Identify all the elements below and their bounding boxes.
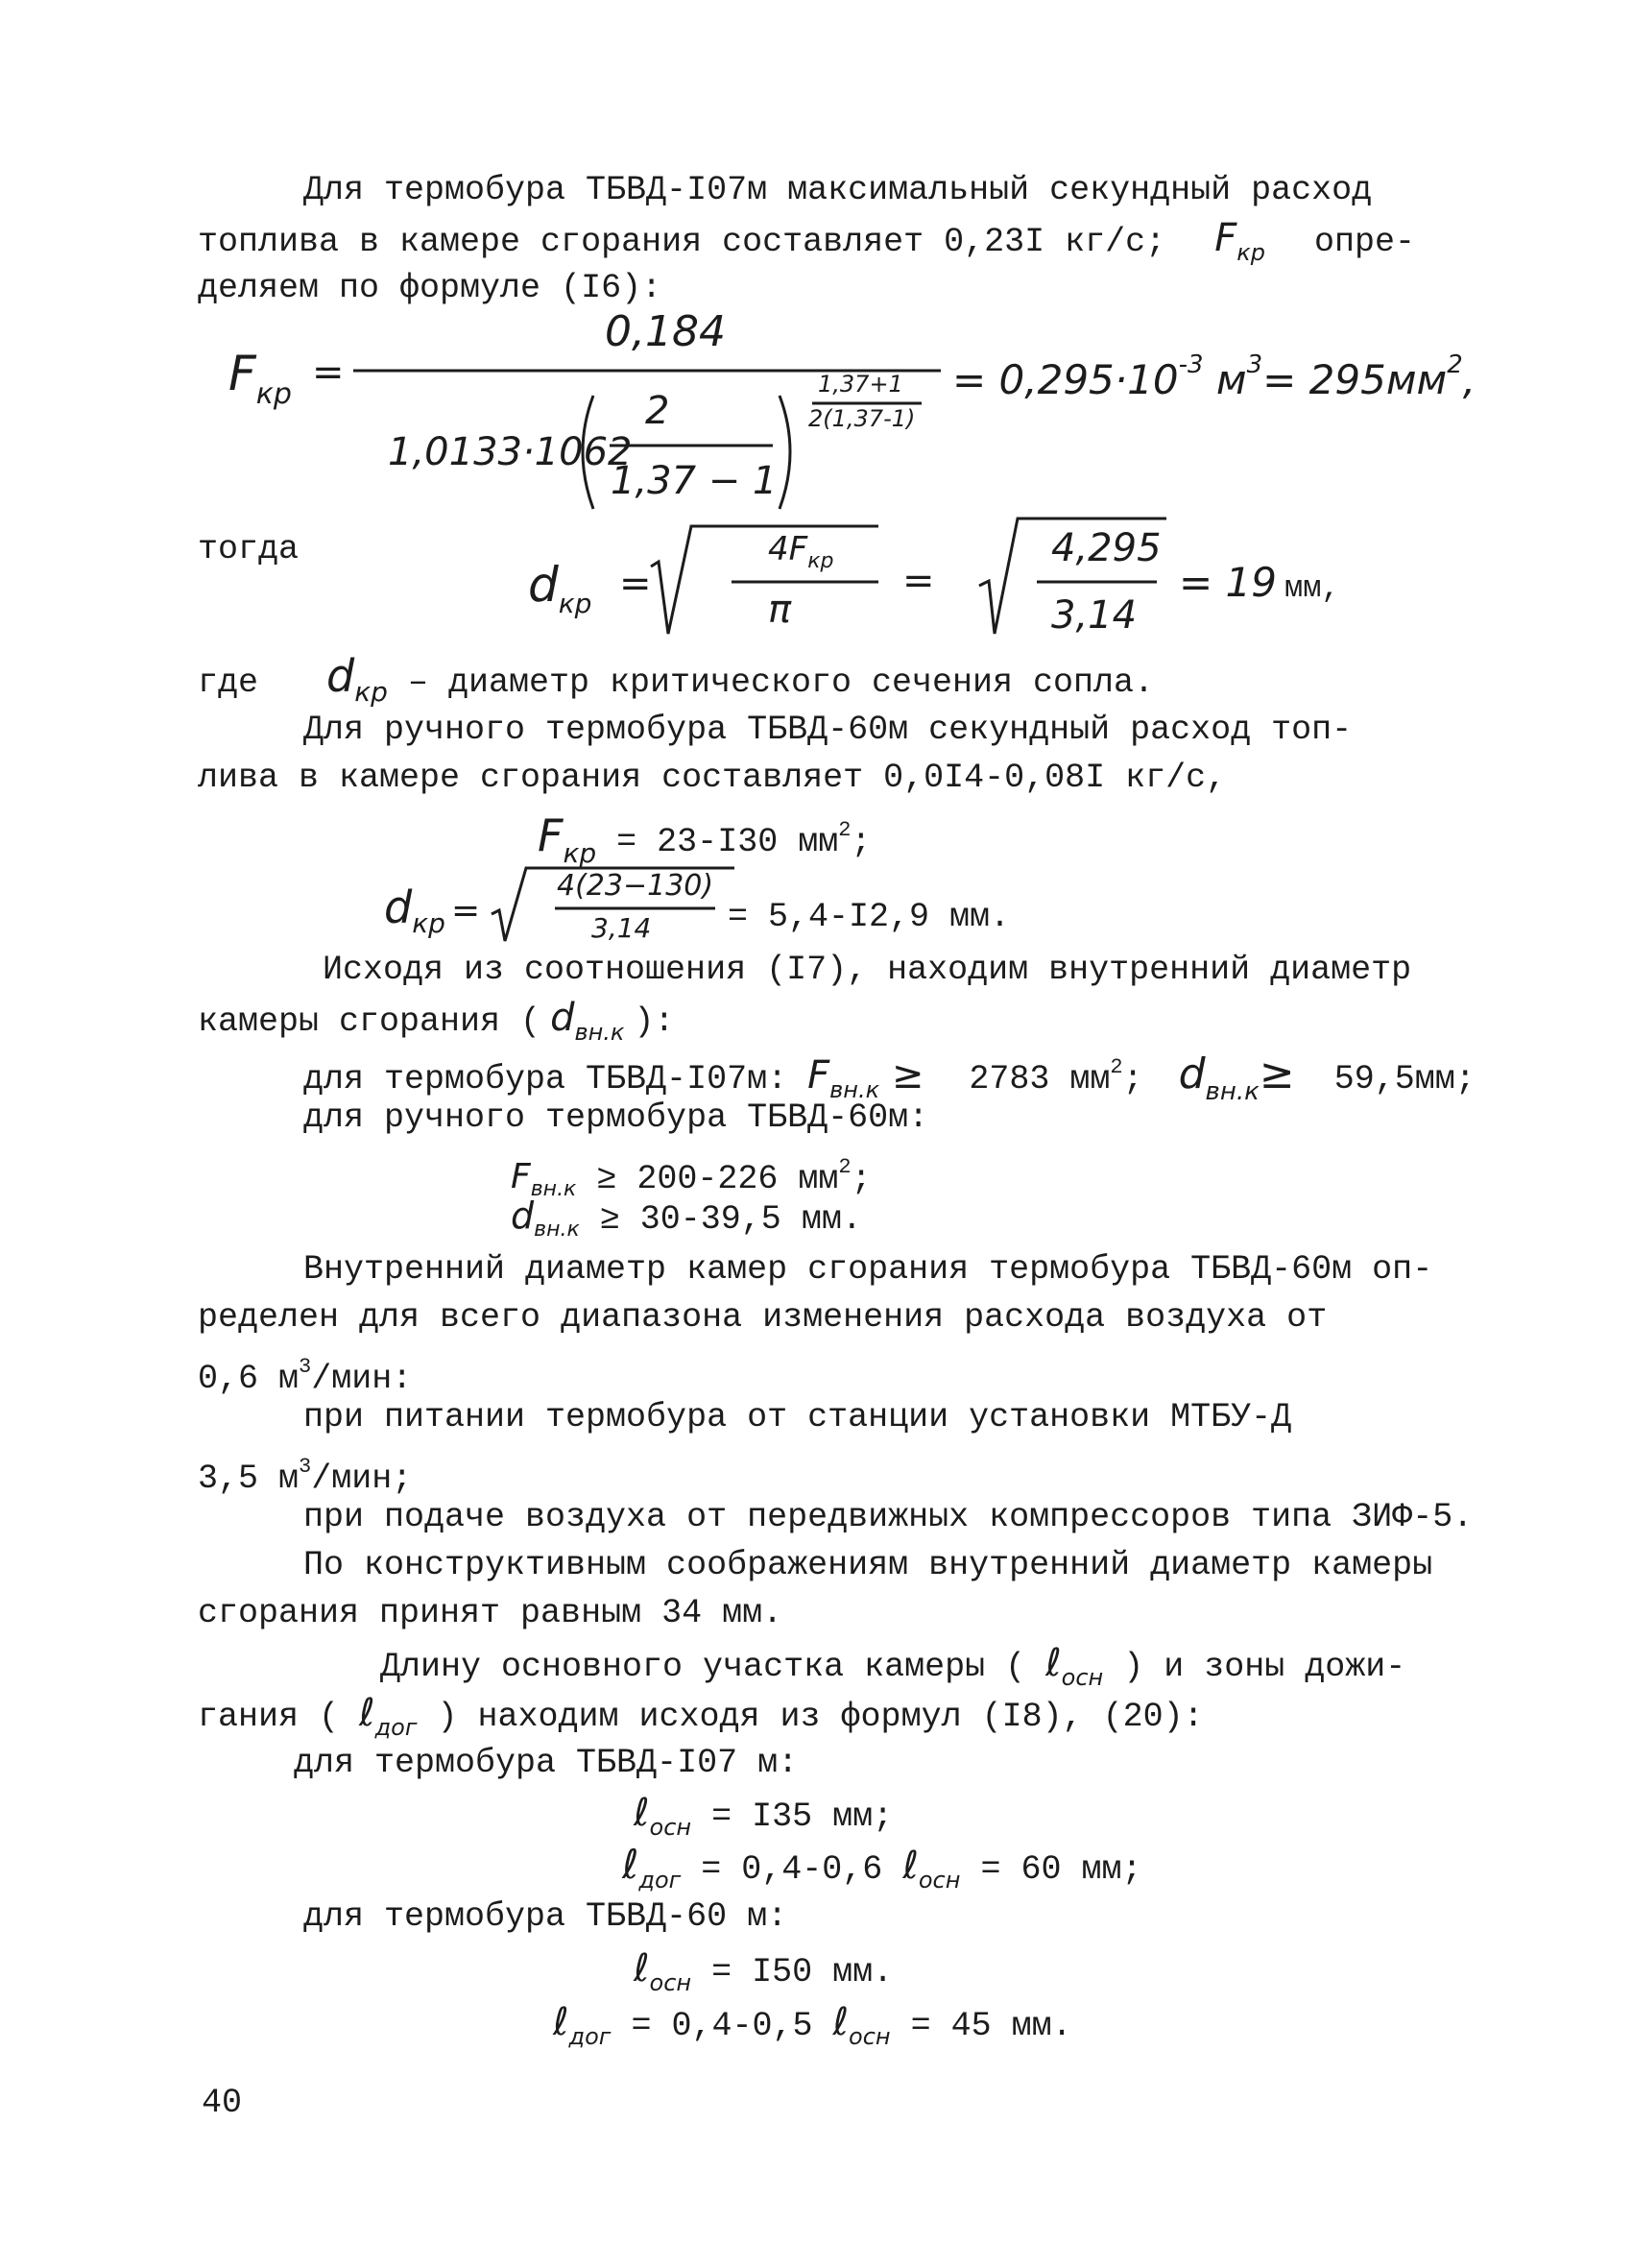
para4-line3: 0,6 $м^3$/мин:	[198, 1355, 413, 1398]
para4-line5: 3,5 $м^3$/мин;	[198, 1455, 413, 1498]
page-number: 40	[202, 2084, 243, 2122]
para5-eq4: ℓ$_{дог}$ = 0,4-0,5 ℓ$_{осн}$ = 45 мм.	[553, 2000, 1072, 2050]
eq1-exponent-denominator: 2(1,37-1)	[808, 405, 916, 432]
eq2-equals: =	[619, 562, 652, 606]
eq1-inner-denominator: 1,37 − 1	[611, 459, 778, 503]
eq1-denominator-coef: 1,0133·1062	[388, 430, 633, 474]
eq2-den2: 3,14	[1051, 593, 1138, 638]
symbol-d-kr: $d_{кр}$	[326, 650, 388, 708]
para2-line1: Для ручного термобура ТБВД-60м секундный расход топ-	[303, 711, 1353, 749]
para3-line3: для термобура ТБВД-I07м: $F_{вн.к} \ge 2783$ $мм^2$; $d_{вн.к}\ge 59,5мм$;	[303, 1050, 1476, 1106]
eq1-lhs: $F_{кр}$	[228, 346, 292, 411]
para3-line4: для ручного термобура ТБВД-60м:	[303, 1098, 929, 1137]
para4-line7: По конструктивным соображениям внутренний диаметр камеры	[303, 1546, 1433, 1584]
para1-line3: деляем по формуле (I6):	[198, 269, 662, 307]
para4-line6: при подаче воздуха от передвижных компрессоров типа ЗИФ-5.	[303, 1498, 1474, 1536]
para4-line4: при питании термобура от станции установки МТБУ-Д	[303, 1398, 1292, 1436]
para5-eq3: ℓ$_{осн}$ = I50 мм.	[634, 1946, 894, 1996]
eq3-radical	[0, 0, 1632, 960]
para5-line4: для термобура ТБВД-60 м:	[303, 1897, 788, 1936]
para4-line2: ределен для всего диапазона изменения расхода воздуха от	[198, 1298, 1328, 1337]
eq1-numerator: 0,184	[605, 307, 726, 356]
eq2-equals2: =	[902, 559, 935, 603]
para2-def: где $d_{кр}$ – диаметр критического сечения сопла.	[198, 650, 1155, 708]
para5-line2: гания ( ℓ$_{дог}$ ) находим исходя из формул (I8), (20):	[198, 1691, 1204, 1741]
eq1-rhs: = $0,295\cdot 10^{-3}$ $м^3= 295мм^2$,	[952, 350, 1476, 403]
eq2-num1: $4F_{кр}$	[768, 530, 834, 573]
para3-line1: Исходя из соотношения (I7), находим внутренний диаметр	[323, 951, 1412, 989]
word-togda: тогда	[198, 530, 300, 568]
para1-line1: Для термобура ТБВД-I07м максимальный секундный расход	[303, 171, 1373, 209]
para5-eq1: ℓ$_{осн}$ = I35 мм;	[634, 1791, 894, 1841]
para5-line3: для термобура ТБВД-I07 м:	[294, 1744, 799, 1782]
eq2-num2: 4,295	[1051, 526, 1162, 570]
symbol-f-kr: $F_{кр}$	[1214, 216, 1265, 266]
eq3-f-kr: $F_{кр} = 23-I30$ $мм^2$;	[538, 809, 872, 869]
para1-line2: топлива в камере сгорания составляет 0,23I кг/с; $F_{кр}$ опре-	[198, 216, 1415, 266]
para4-line1: Внутренний диаметр камер сгорания термобура ТБВД-60м оп-	[303, 1250, 1433, 1289]
eq1-inner-numerator: 2	[645, 389, 670, 433]
para5-line1: Длину основного участка камеры ( ℓ$_{осн}$ ) и зоны дожи-	[380, 1641, 1406, 1691]
para3-line2: камеры сгорания ( $d_{вн.к}$ ):	[198, 996, 675, 1046]
eq2-result: = 19 мм,	[1179, 559, 1340, 606]
para3-line5: $F_{вн.к} \ge 200-226$ $мм^2$;	[511, 1155, 872, 1201]
eq1-exponent-numerator: 1,37+1	[818, 371, 903, 398]
para3-line6: $d_{вн.к} \ge 30-39,5$ мм.	[511, 1194, 862, 1242]
eq1-equals: =	[312, 350, 345, 395]
eq2-lhs: $d_{кр}$	[528, 557, 592, 619]
para5-eq2: ℓ$_{дог}$ = 0,4-0,6 ℓ$_{осн}$ = 60 мм;	[622, 1841, 1142, 1894]
para2-line2: лива в камере сгорания составляет 0,0I4-0,08I кг/с,	[198, 759, 1227, 797]
para4-line8: сгорания принят равным 34 мм.	[198, 1594, 783, 1632]
eq2-den1: π	[768, 588, 792, 632]
